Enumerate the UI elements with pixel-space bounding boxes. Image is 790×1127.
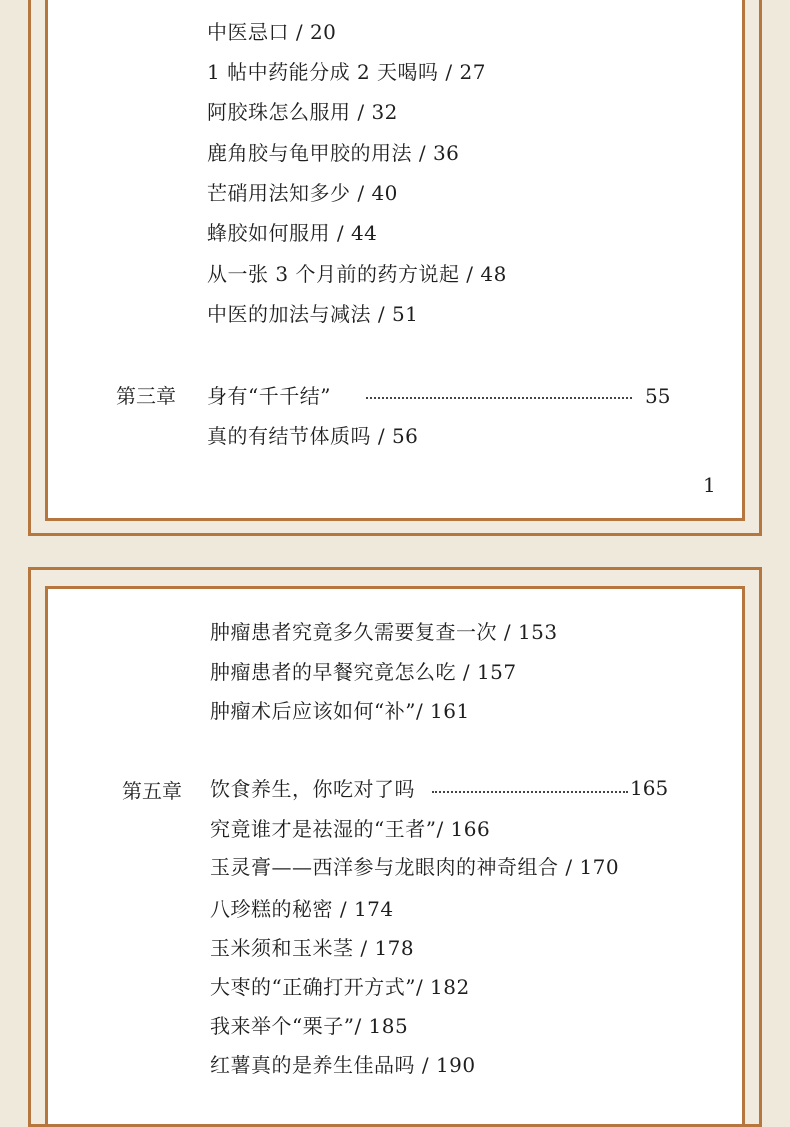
toc-entry: 1 帖中药能分成 2 天喝吗 / 27 [207, 60, 486, 84]
leader-dots [366, 397, 632, 399]
toc-entry: 玉灵膏——西洋参与龙眼肉的神奇组合 / 170 [210, 855, 620, 879]
chapter-label: 第三章 [116, 384, 176, 408]
leader-dots [432, 791, 628, 793]
chapter-page: 165 [630, 776, 669, 800]
chapter-label: 第五章 [122, 779, 182, 803]
toc-entry: 中医忌口 / 20 [207, 20, 337, 44]
toc-entry: 真的有结节体质吗 / 56 [207, 424, 419, 448]
toc-entry: 玉米须和玉米茎 / 178 [210, 936, 415, 960]
toc-entry: 究竟谁才是祛湿的“王者”/ 166 [210, 817, 491, 841]
chapter-title: 身有“千千结” [207, 384, 331, 408]
toc-entry: 阿胶珠怎么服用 / 32 [207, 100, 398, 124]
toc-entry: 肿瘤术后应该如何“补”/ 161 [210, 699, 470, 723]
chapter-page: 55 [645, 384, 671, 408]
toc-entry: 我来举个“栗子”/ 185 [210, 1014, 409, 1038]
page-number: 1 [703, 473, 716, 497]
toc-page-2 [28, 567, 762, 1127]
toc-entry: 蜂胶如何服用 / 44 [207, 221, 378, 245]
toc-entry: 鹿角胶与龟甲胶的用法 / 36 [207, 141, 460, 165]
toc-entry: 肿瘤患者的早餐究竟怎么吃 / 157 [210, 660, 517, 684]
toc-entry: 大枣的“正确打开方式”/ 182 [210, 975, 470, 999]
toc-entry: 从一张 3 个月前的药方说起 / 48 [207, 262, 507, 286]
toc-entry: 肿瘤患者究竟多久需要复查一次 / 153 [210, 620, 558, 644]
toc-entry: 中医的加法与减法 / 51 [207, 302, 419, 326]
chapter-title: 饮食养生，你吃对了吗 [210, 777, 415, 801]
toc-entry: 红薯真的是养生佳品吗 / 190 [210, 1053, 476, 1077]
toc-entry: 八珍糕的秘密 / 174 [210, 897, 394, 921]
toc-entry: 芒硝用法知多少 / 40 [207, 181, 398, 205]
